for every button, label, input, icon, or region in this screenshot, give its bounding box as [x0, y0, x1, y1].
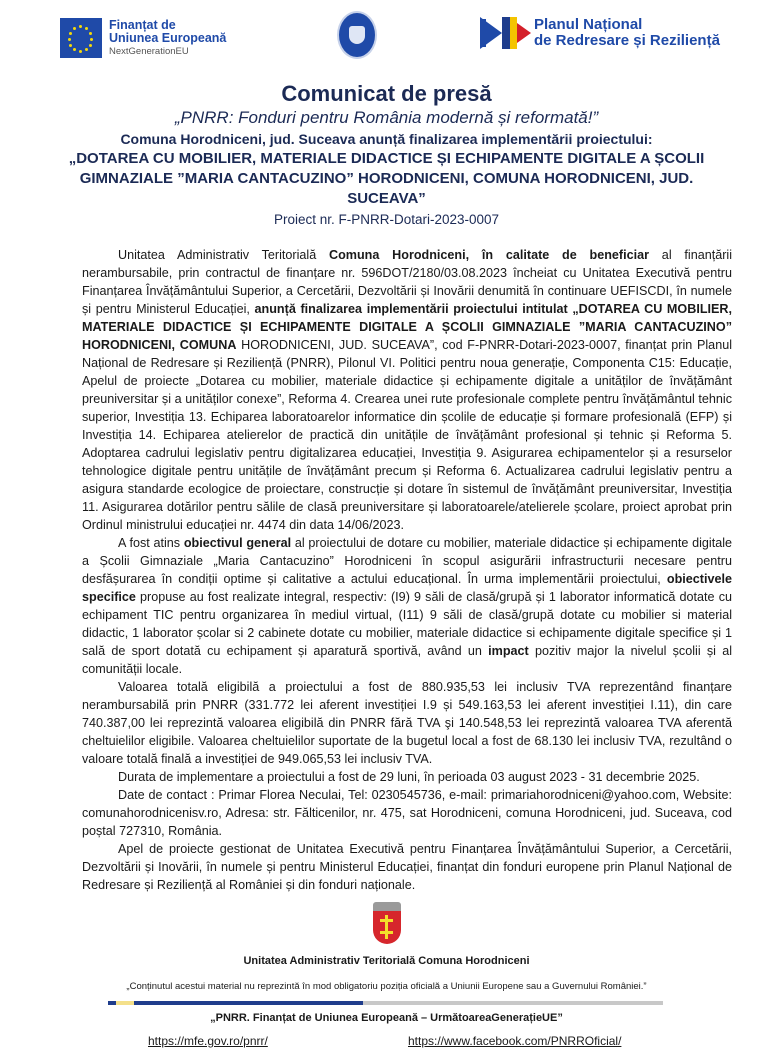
eu-logo-line1: Finanțat de [109, 17, 176, 32]
footer [0, 902, 773, 1057]
title-block [0, 78, 773, 230]
link-mfe-pnrr[interactable]: https://mfe.gov.ro/pnrr/ [148, 1034, 268, 1048]
pnrr-arrows-icon [480, 17, 532, 49]
paragraph-call: Apel de proiecte gestionat de Unitatea Executivă pentru Finanțarea Învățământului Superior, a Cercetării, Dezvoltării și Inovării, în numele și pentru Ministerul Educației, finanțat din fonduri europene prin Planul Național de Redresare și Reziliență al României și din fonduri naționale. [82, 842, 732, 892]
project-number: Proiect nr. F-PNRR-Dotari-2023-0007 [273, 212, 500, 227]
paragraph-beneficiary: Unitatea Administrativ Teritorială Comuna Horodniceni, în calitate de beneficiar al finanțării nerambursabile, prin contractul de finanțare nr. 596DOT/2180/03.08.2023 încheiat cu Unitatea Executivă pentru Finanțarea Învățământului Superior, a Cercetării, Dezvoltării și Inovării denumită în continuare UEFISCDI, în numele și pentru Ministerul Educației, anunță finalizarea implementării proiectului intitulat „DOTAREA CU MOBILIER, MATERIALE DIDACTICE ȘI ECHIPAMENTE DIGITALE A ȘCOLII GIMNAZIALE ”MARIA CANTACUZINO” HORODNICENI, COMUNA HORODNICENI, JUD. SUCEAVA”, cod F-PNRR-Dotari-2023-0007, finanțat prin Planul Național de Redresare și Reziliență (PNRR), Pilonul VI. Politici pentru noua generație, Componenta C15: Educație, Apelul de proiecte „Dotarea cu mobilier, materiale didactice și echipamente digitale a unităților de învățământ preuniversitar și a unităților conexe”, Reforma 4. Crearea unei rute profesionale complete pentru învățământul tehnic superior, Investiția 13. Echiparea laboratoarelor informatice din școlile de educație și formare profesională (EFP) și Investiția 14. Echiparea atelierelor de practică din unitățile de învățământ profesional și tehnic și Reforma 5. Adoptarea cadrului legislativ pentru digitalizarea educației, Investiția 9. Asigurarea echipamentelor și a resurselor tehnologice digitale pentru unitățile de învățământ precum și Reforma 6. Actualizarea cadrului legislativ pentru a asigura standarde ecologice de proiectare, construcție și dotare în sistemul de învățământ preuniversitar, Investiția 11. Asigurarea dotărilor pentru sălile de clasă preuniversitare și laboratoarele/atelierele școlare, proiect aprobat prin Ordinul ministrului educației nr. 4474 din data 14/06/2023. [82, 248, 733, 532]
project-title: „DOTAREA CU MOBILIER, MATERIALE DIDACTICE ȘI ECHIPAMENTE DIGITALE A ȘCOLII GIMNAZIALE ”MARIA CANTACUZINO” HORODNICENI, COMUNA HORODNICENI, JUD. SUCEAVA” [68, 150, 705, 207]
paragraph-objectives: A fost atins obiectivul general al proiectului de dotare cu mobilier, materiale didactice și echipamente digitale a Școlii Gimnaziale „Maria Cantacuzino” Horodniceni în scopul asigurării infrastructurii necesare pentru desfășurarea în condiții optime și calitative a actului educațional. În urma implementării proiectului, obiectivele specifice propuse au fost realizate integral, respectiv: (I9) 9 săli de clasă/grupă și 1 laborator informatică dotate cu echipament TIC pentru organizarea în mediul virtual, (I11) 9 săli de clasă/grupă dotate cu mobilier si material didactic, 1 laborator școlar si 2 cabinete dotate cu mobilier, materiale didactice si echipamente digitale specifice și 1 sală de sport dotată cu echipament și aparatură sportivă, având un impact pozitiv major la nivelul școlii și al comunității locale. [82, 536, 733, 676]
paragraph-value: Valoarea totală eligibilă a proiectului a fost de 880.935,53 lei inclusiv TVA reprezentând finanțare nerambursabilă prin PNRR (331.772 lei aferent investiției I.9 și 549.163,53 lei aferent investiției I.11), din care 740.387,00 lei reprezintă valoarea eligibilă din PNRR fără TVA şi 140.548,53 lei reprezintă valoarea TVA aferentă cheltuielilor eligibile. Valoarea cheltuielilor suportate de la bugetul local a fost de 68.130 lei inclusiv TVA, rezultând o valoare totală finală a investiției de 949.065,53 lei inclusiv TVA. [82, 680, 732, 766]
horodniceni-coat-of-arms-icon [372, 902, 402, 946]
eu-logo-line3: NextGenerationEU [109, 45, 189, 57]
uat-name: Unitatea Administrativ Teritorială Comuna Horodniceni [243, 955, 530, 967]
eu-funding-logo [60, 18, 226, 58]
pnrr-logo-line1: Planul Național [534, 16, 643, 33]
link-facebook-pnrr[interactable]: https://www.facebook.com/PNRROficial/ [408, 1034, 622, 1048]
page-subtitle: „PNRR: Fonduri pentru România modernă și reformată!” [174, 108, 599, 127]
pnrr-logo-line2: de Redresare și Reziliență [534, 32, 720, 49]
paragraph-duration: Durata de implementare a proiectului a fost de 29 luni, în perioada 03 august 2023 - 31 decembrie 2025. [118, 770, 700, 784]
headline: Comuna Horodniceni, jud. Suceava anunță finalizarea implementării proiectului: [120, 131, 653, 147]
page-title: Comunicat de presă [281, 81, 492, 106]
disclaimer: „Conținutul acestui material nu reprezintă în mod obligatoriu poziția oficială a Uniunii Europene sau a Guvernului României.” [126, 981, 647, 992]
slogan: „PNRR. Finanțat de Uniunea Europeană – UrmătoareaGenerațieUE” [210, 1012, 563, 1024]
paragraph-contact: Date de contact : Primar Florea Neculai, Tel: 0230545736, e-mail: primariahorodniceni@yahoo.com, Website: comunahorodnicenisv.ro, Adresa: str. Fălticenilor, nr. 475, sat Horodniceni, comuna Horodniceni, jud. Suceava, cod poștal 727310, România. [82, 788, 732, 838]
footer-links [0, 1033, 773, 1049]
eu-flag-icon [60, 18, 102, 58]
eu-logo-line2: Uniunea Europeană [109, 30, 227, 45]
header [0, 0, 773, 78]
romanian-government-seal-icon [337, 11, 377, 59]
pnrr-logo [480, 17, 720, 49]
footer-divider [108, 1001, 663, 1005]
document-body [82, 246, 732, 894]
